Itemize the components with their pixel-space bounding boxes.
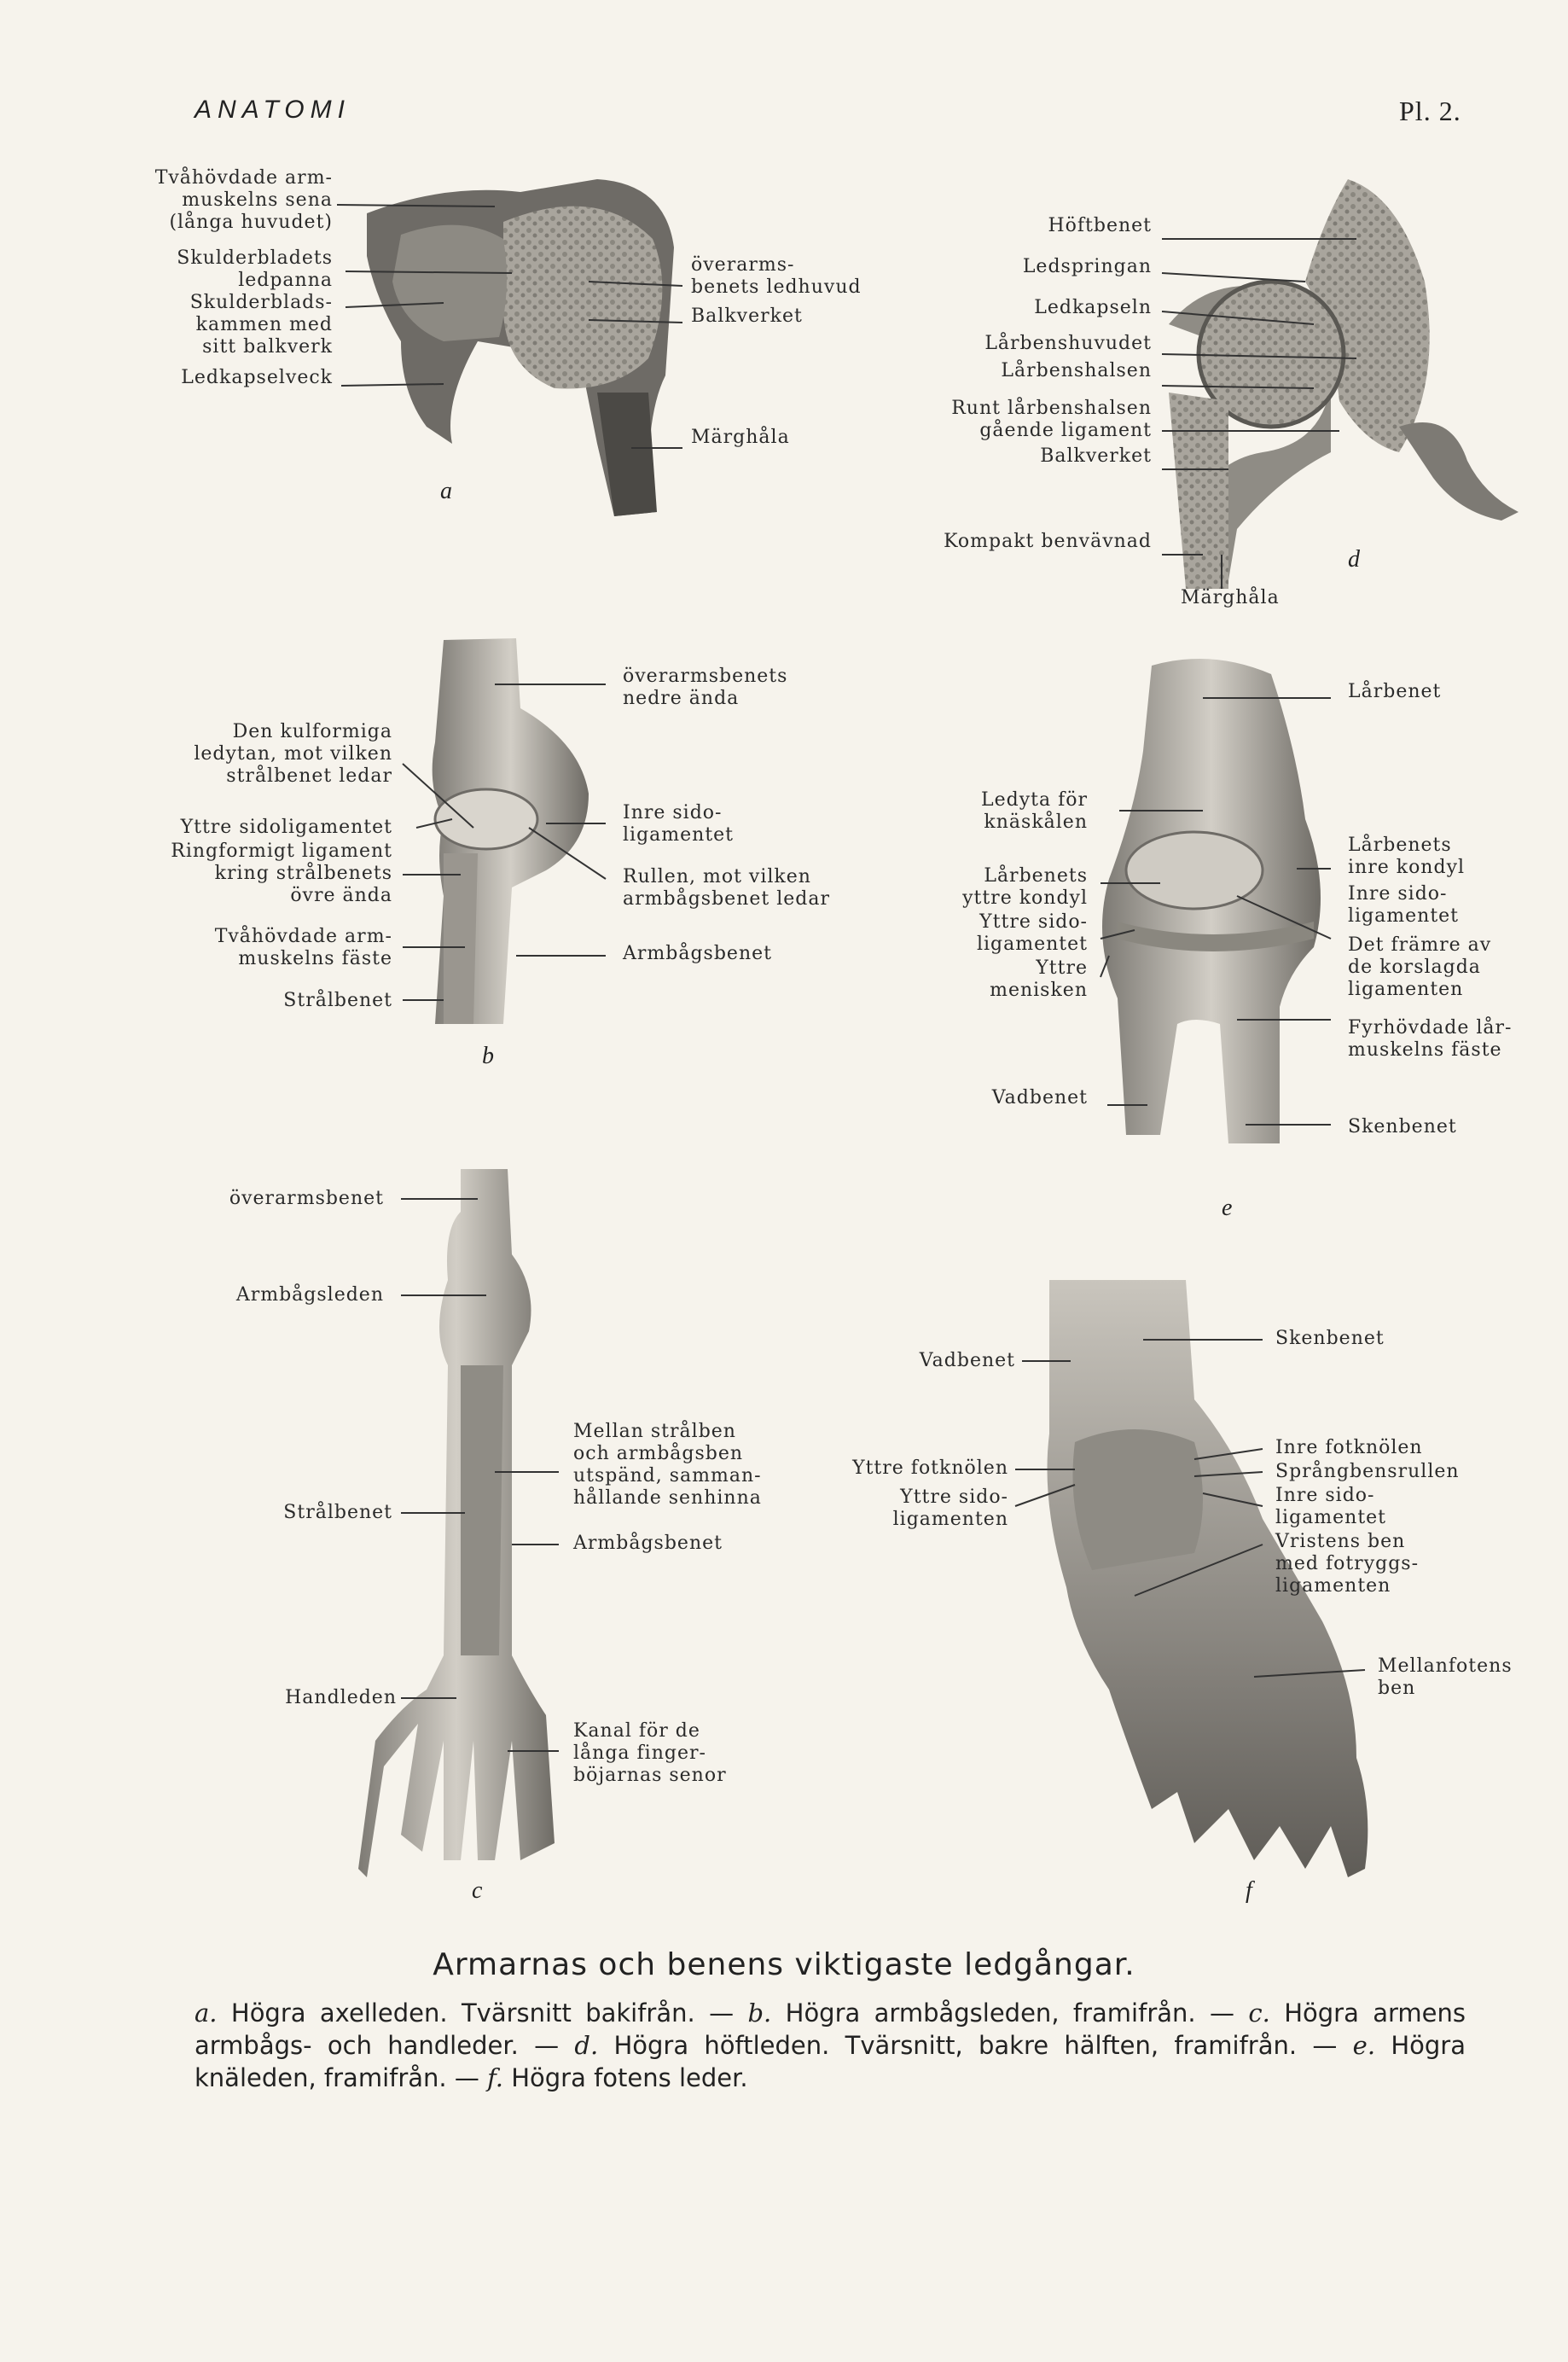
label-e-8: Inre sido- ligamentet (1348, 883, 1460, 927)
label-e-1: Ledyta för knäskålen (981, 789, 1088, 833)
figure-letter-a: a (440, 478, 452, 504)
figure-e-knee-drawing (1102, 659, 1321, 1143)
label-f-7: Inre sido- ligamentet (1275, 1485, 1387, 1528)
label-b-8: Rullen, mot vilken armbågsbenet ledar (623, 866, 830, 910)
label-e-9: Det främre av de korslagda ligamenten (1348, 934, 1492, 1000)
figure-letter-b: b (482, 1043, 494, 1069)
figure-b-elbow-drawing (433, 638, 589, 1024)
caption-text-d: Högra höftleden. Tvärsnitt, bakre hälften, framifrån. — (598, 2031, 1353, 2060)
figure-letter-f: f (1246, 1877, 1252, 1904)
label-f-2: Yttre fotknölen (852, 1457, 1008, 1479)
label-f-3: Yttre sido- ligamenten (892, 1486, 1008, 1530)
caption-text-f: Högra fotens leder. (502, 2063, 748, 2092)
label-d-5: Lårbenshalsen (1001, 360, 1152, 381)
label-b-2: Yttre sidoligamentet (180, 817, 392, 838)
label-e-4: Yttre menisken (990, 957, 1088, 1001)
label-a-7: Märghåla (691, 427, 790, 448)
label-a-5: överarms- benets ledhuvud (691, 254, 862, 298)
figure-letter-d: d (1348, 546, 1360, 573)
caption-text-c: Högra armens armbågs- och handleder. — (195, 1998, 1466, 2060)
label-d-2: Ledspringan (1022, 256, 1152, 277)
caption-letter-f: f. (487, 2063, 503, 2092)
label-c-4: Handleden (285, 1687, 397, 1708)
label-d-3: Ledkapseln (1034, 297, 1152, 318)
figure-a-shoulder-drawing (367, 179, 674, 516)
label-b-1: Den kulformiga ledytan, mot vilken strålbenet ledar (194, 721, 392, 787)
label-e-3: Yttre sido- ligamentet (976, 911, 1088, 955)
caption-text-e: Högra knäleden, framifrån. — (195, 2031, 1466, 2092)
label-f-1: Vadbenet (919, 1350, 1015, 1371)
label-d-4: Lårbenshuvudet (984, 333, 1152, 354)
label-e-11: Skenbenet (1348, 1116, 1457, 1137)
label-e-6: Lårbenet (1348, 681, 1442, 702)
label-c-5: Mellan strålben och armbågsben utspänd, samman- hållande senhinna (573, 1421, 762, 1509)
label-c-3: Strålbenet (283, 1502, 392, 1523)
caption-letter-d: d. (574, 2031, 599, 2060)
label-f-6: Språngbensrullen (1275, 1461, 1460, 1482)
label-d-1: Höftbenet (1048, 215, 1152, 236)
label-a-1: Tvåhövdade arm- muskelns sena (långa huvudet) (154, 167, 333, 233)
caption-letter-a: a. (195, 1998, 218, 2027)
label-c-7: Kanal för de långa finger- böjarnas senor (573, 1720, 727, 1786)
label-b-3: Ringformigt ligament kring strålbenets övre ända (171, 841, 392, 906)
label-f-4: Skenbenet (1275, 1328, 1385, 1349)
label-a-3: Skulderblads- kammen med sitt balkverk (189, 292, 333, 358)
label-b-4: Tvåhövdade arm- muskelns fäste (214, 926, 392, 969)
figure-letter-e: e (1222, 1195, 1233, 1221)
figure-letter-c: c (472, 1877, 483, 1904)
label-e-7: Lårbenets inre kondyl (1348, 835, 1466, 878)
label-e-2: Lårbenets yttre kondyl (962, 865, 1088, 909)
caption-text-a: Högra axelleden. Tvärsnitt bakifrån. — (217, 1998, 748, 2027)
caption-text-b: Högra armbågsleden, framifrån. — (771, 1998, 1249, 2027)
label-f-9: Mellanfotens ben (1378, 1655, 1513, 1699)
caption-title: Armarnas och benens viktigaste ledgångar. (433, 1947, 1135, 1982)
label-b-5: Strålbenet (283, 990, 392, 1011)
label-d-9: Märghåla (1181, 587, 1280, 608)
label-f-8: Vristens ben med fotryggs- ligamenten (1275, 1531, 1420, 1597)
label-b-7: Inre sido- ligamentet (623, 802, 735, 846)
label-d-6: Runt lårbenshalsen gående ligament (951, 398, 1152, 441)
label-d-7: Balkverket (1040, 445, 1152, 467)
label-d-8: Kompakt benvävnad (944, 531, 1152, 552)
label-c-2: Armbågsleden (235, 1284, 384, 1306)
caption-letter-c: c. (1248, 1998, 1270, 2027)
plate-number: Pl. 2. (1399, 96, 1461, 126)
label-b-9: Armbågsbenet (623, 943, 772, 964)
label-e-5: Vadbenet (991, 1087, 1088, 1108)
header-title: ANATOMI (195, 96, 351, 124)
caption-letter-e: e. (1352, 2031, 1376, 2060)
label-c-1: överarmsbenet (229, 1188, 384, 1209)
label-b-6: överarmsbenets nedre ända (623, 666, 788, 709)
label-a-4: Ledkapselveck (181, 367, 333, 388)
label-a-2: Skulderbladets ledpanna (177, 247, 333, 291)
label-e-10: Fyrhövdade lår- muskelns fäste (1348, 1017, 1513, 1061)
label-c-6: Armbågsbenet (573, 1533, 723, 1554)
caption-body (195, 1997, 1466, 2094)
caption-letter-b: b. (747, 1998, 772, 2027)
label-a-6: Balkverket (691, 305, 803, 327)
label-f-5: Inre fotknölen (1275, 1437, 1423, 1458)
